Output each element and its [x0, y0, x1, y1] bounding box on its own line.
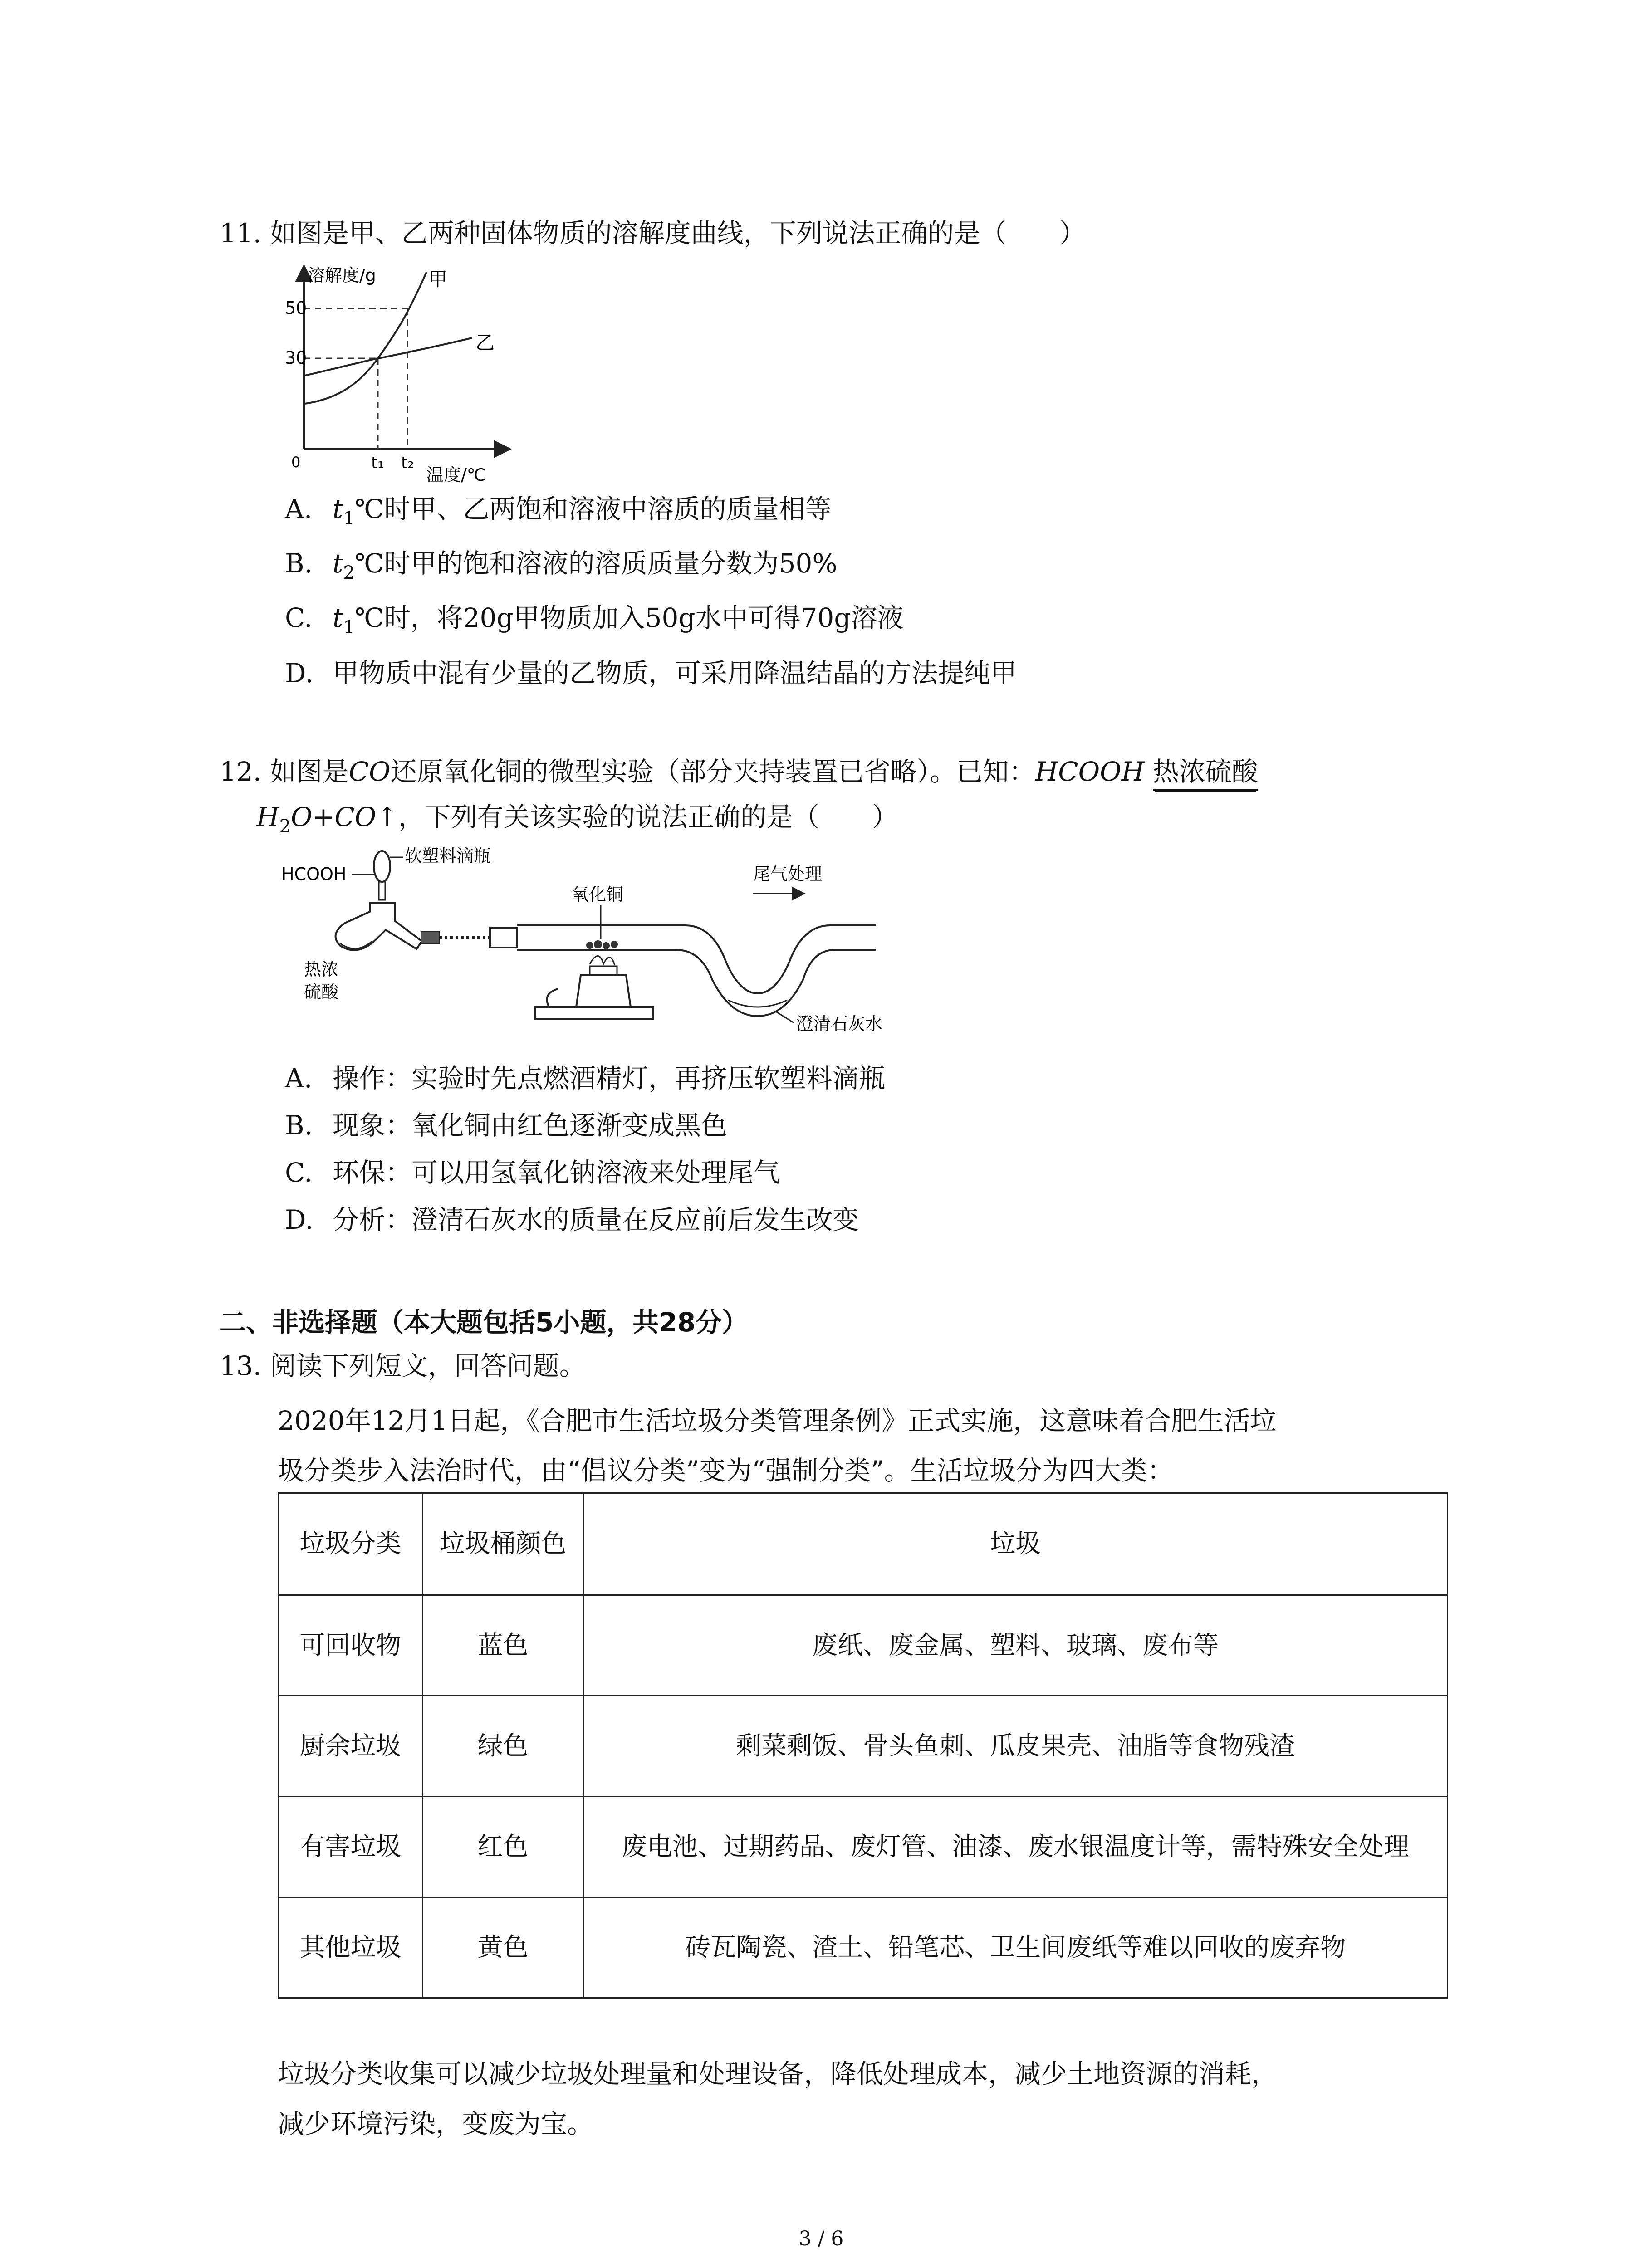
- y-tick-50: 50: [285, 298, 307, 318]
- q11-option-c[interactable]: C. $t_1℃$时，将20g甲物质加入50g水中可得70g溶液: [285, 602, 904, 638]
- limewater-level: [728, 1000, 787, 1007]
- q13-number: 13.: [220, 1350, 262, 1381]
- section-2-title: 二、非选择题（本大题包括5小题，共28分）: [220, 1307, 749, 1338]
- q12-stem-line2: $H_2O+CO↑$，下列有关该实验的说法正确的是（ ）: [256, 802, 898, 837]
- x-tick-t1: t₁: [371, 454, 384, 472]
- table-header-row: [279, 1493, 1448, 1595]
- origin-label: 0: [291, 454, 301, 471]
- q13-para1-line1: 2020年12月1日起，《合肥市生活垃圾分类管理条例》正式实施，这意味着合肥生活垃: [278, 1405, 1277, 1436]
- reaction-condition: 热浓硫酸: [1153, 755, 1258, 791]
- dropper-neck: [379, 882, 385, 900]
- curve-jia: [305, 272, 426, 404]
- y-axis-label: 溶解度/g: [308, 265, 376, 285]
- q11-number: 11.: [220, 218, 262, 249]
- label-acid-2: 硫酸: [304, 982, 339, 1002]
- q11-option-a[interactable]: A. $t_1℃$时甲、乙两饱和溶液中溶质的质量相等: [285, 494, 832, 529]
- q12-option-d[interactable]: D. 分析：澄清石灰水的质量在反应前后发生改变: [285, 1204, 859, 1235]
- q13-para2-line2: 减少环境污染，变废为宝。: [278, 2108, 594, 2139]
- dropper-bulb: [374, 851, 390, 882]
- q13-intro: 13. 阅读下列短文，回答问题。: [220, 1350, 586, 1381]
- y-tick-30: 30: [285, 348, 307, 368]
- q12-number: 12.: [220, 756, 262, 787]
- label-limewater: 澄清石灰水: [796, 1014, 883, 1034]
- header-category: 垃圾分类: [279, 1493, 423, 1595]
- table-row: 厨余垃圾 绿色 剩菜剩饭、骨头鱼刺、瓜皮果壳、油脂等食物残渣: [279, 1696, 1448, 1797]
- cuo-powder: [586, 940, 618, 949]
- q12-stem-line1: 12. 如图是CO还原氧化铜的微型实验（部分夹持装置已省略）。已知：HCOOH 热浓硫酸: [220, 755, 1258, 791]
- q13-para1-line2: 圾分类步入法治时代，由“倡议分类”变为“强制分类”。生活垃圾分为四大类：: [278, 1455, 1174, 1486]
- label-hcooh: HCOOH: [281, 864, 347, 884]
- stopper: [490, 928, 517, 948]
- curve-jia-label: 甲: [428, 268, 448, 290]
- glass-tube-top: [517, 925, 876, 993]
- q13-para2-line1: 垃圾分类收集可以减少垃圾处理量和处理设备，降低处理成本，减少土地资源的消耗，: [278, 2058, 1278, 2089]
- connector-1: [421, 932, 439, 943]
- co-reduction-apparatus: [277, 844, 883, 1043]
- table-row: 可回收物 蓝色 废纸、废金属、塑料、玻璃、废布等: [279, 1595, 1448, 1696]
- x-tick-t2: t₂: [401, 454, 414, 472]
- y-tube: [336, 903, 422, 950]
- lamp-handle: [547, 989, 558, 1007]
- lamp-base: [535, 1007, 653, 1019]
- header-bin-color: 垃圾桶颜色: [422, 1493, 583, 1595]
- label-acid-1: 热浓: [304, 959, 339, 979]
- q12-option-c[interactable]: C. 环保：可以用氢氧化钠溶液来处理尾气: [285, 1157, 780, 1188]
- q12-option-a[interactable]: A. 操作：实验时先点燃酒精灯，再挤压软塑料滴瓶: [285, 1063, 886, 1094]
- table-row: 其他垃圾 黄色 砖瓦陶瓷、渣土、铅笔芯、卫生间废纸等难以回收的废弃物: [279, 1897, 1448, 1998]
- waste-classification-table: [278, 1492, 1448, 1999]
- label-bottle: 软塑料滴瓶: [405, 846, 491, 866]
- q11-option-d[interactable]: D. 甲物质中混有少量的乙物质，可采用降温结晶的方法提纯甲: [285, 658, 1017, 689]
- alcohol-lamp: [576, 975, 631, 1007]
- q12-option-b[interactable]: B. 现象：氧化铜由红色逐渐变成黑色: [285, 1110, 728, 1141]
- label-cuo: 氧化铜: [572, 885, 624, 904]
- lamp-wick: [590, 966, 617, 975]
- curve-yi-label: 乙: [475, 332, 495, 354]
- header-waste: 垃圾: [583, 1493, 1448, 1595]
- page-number: 3 / 6: [798, 2227, 844, 2250]
- label-exhaust: 尾气处理: [753, 864, 823, 884]
- table-row: 有害垃圾 红色 废电池、过期药品、废灯管、油漆、废水银温度计等，需特殊安全处理: [279, 1797, 1448, 1897]
- q11-stem: 11. 如图是甲、乙两种固体物质的溶解度曲线，下列说法正确的是（ ）: [220, 218, 1086, 249]
- solubility-curve-graph: [285, 259, 526, 485]
- flame-icon: [590, 956, 615, 966]
- q11-option-b[interactable]: B. $t_2℃$时甲的饱和溶液的溶质质量分数为50%: [285, 548, 838, 583]
- formula-reactant: HCOOH: [1035, 756, 1145, 787]
- x-axis-label: 温度/℃: [426, 465, 486, 485]
- leader-limewater: [776, 1012, 794, 1023]
